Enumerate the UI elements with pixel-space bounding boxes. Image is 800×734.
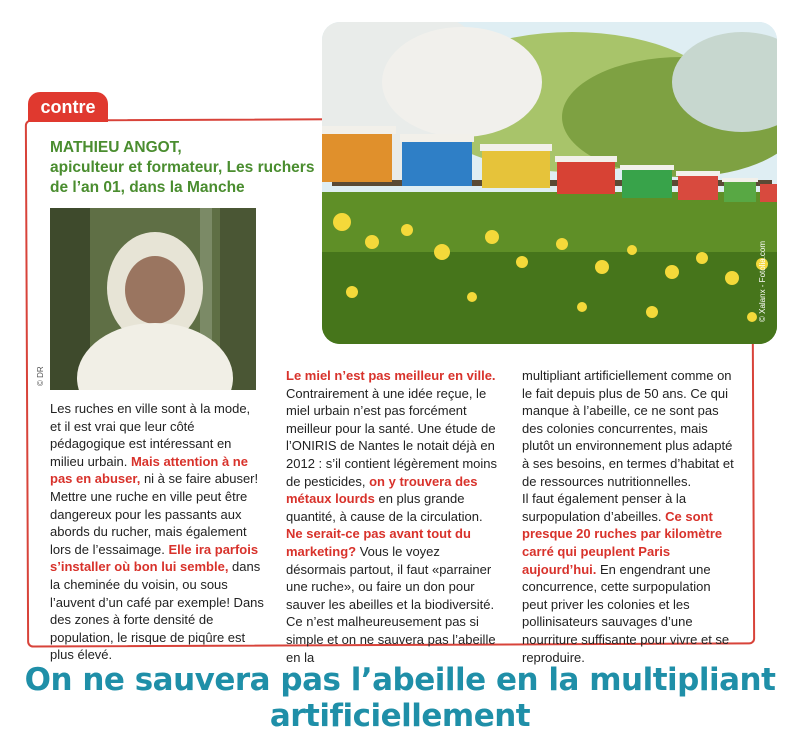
column-1 <box>50 400 264 664</box>
body-text: Contrairement à une idée reçue, le miel urbain n’est pas forcément meilleur pour la santé. Une étude de l’ONIRIS de Nantes le notait déjà en 2012 : s’il contient légèrement moins de pesticides, <box>286 385 498 489</box>
body-text: Vous le voyez désormais partout, il faut «parrainer une ruche», ou faire un don pour sauver les abeilles et la biodiversité. Ce n’est malheureusement pas si simple et on ne sauvera pas l’abeille en la <box>286 543 496 665</box>
highlight-text: on y trouvera des métaux lourds <box>286 473 478 507</box>
beehives-photo <box>322 22 777 344</box>
body-text: Mettre une ruche en ville peut être dangereux pour les passants aux abords du rucher, mais également lors de l’essaimage. <box>50 488 248 557</box>
highlight-text: Ne serait-ce pas avant tout du marketing? <box>286 526 471 559</box>
pull-quote-title: On ne sauvera pas l’abeille en la multipliant artificiellement <box>24 662 776 734</box>
author-role: apiculteur et formateur, Les ruchers <box>50 159 315 176</box>
highlight-text: Ce sont presque 20 ruches par kilomètre carré qui peuplent Paris aujourd’hui. <box>522 508 723 577</box>
highlight-text: Mais attention à ne pas en abuser, <box>50 453 248 487</box>
column-3 <box>522 367 736 666</box>
beekeeper-portrait <box>50 208 256 390</box>
body-text: en plus grande quantité, à cause de la circulation. <box>286 491 483 524</box>
highlight-text: Le miel n’est pas meilleur en ville. <box>286 368 496 383</box>
body-text: Les ruches en ville sont à la mode, et il est vrai que leur côté pédagogique est intéressant en milieu urbain. <box>50 401 251 469</box>
body-text: ni à se faire abuser! <box>140 471 259 487</box>
body-text: Il faut également penser à la surpopulation d’abeilles. <box>522 491 687 524</box>
body-text: multipliant artificiellement comme on le fait depuis plus de 50 ans. Ce qui manque à l’abeille, ce ne sont pas des colonies concurrentes, mais plutôt un environnement plus adapté à ses besoins, en termes d’habitat et de ressources nutritionnelles. <box>522 368 734 489</box>
body-text: dans la cheminée du voisin, ou sous l’auvent d’un café par exemple! Dans des zones à forte densité de population, le risque de piqûre est plus élevé. <box>50 559 264 663</box>
portrait-photo-credit: © DR <box>36 366 45 386</box>
column-2 <box>286 367 500 666</box>
highlight-text: Elle ira parfois s’installer où bon lui semble, <box>50 541 259 575</box>
body-text: En engendrant une concurrence, cette surpopulation peut priver les colonies et les pollinisateurs sauvages d’une nourriture suffisante pour vivre et se reproduire. <box>522 561 730 665</box>
contre-tag: contre <box>28 92 108 122</box>
author-header <box>50 138 322 198</box>
author-name: MATHIEU ANGOT, <box>50 139 182 156</box>
author-role-line2: de l’an 01, dans la Manche <box>50 179 245 196</box>
hero-photo-credit: © Xalanx - Fotolia.com <box>758 240 767 322</box>
